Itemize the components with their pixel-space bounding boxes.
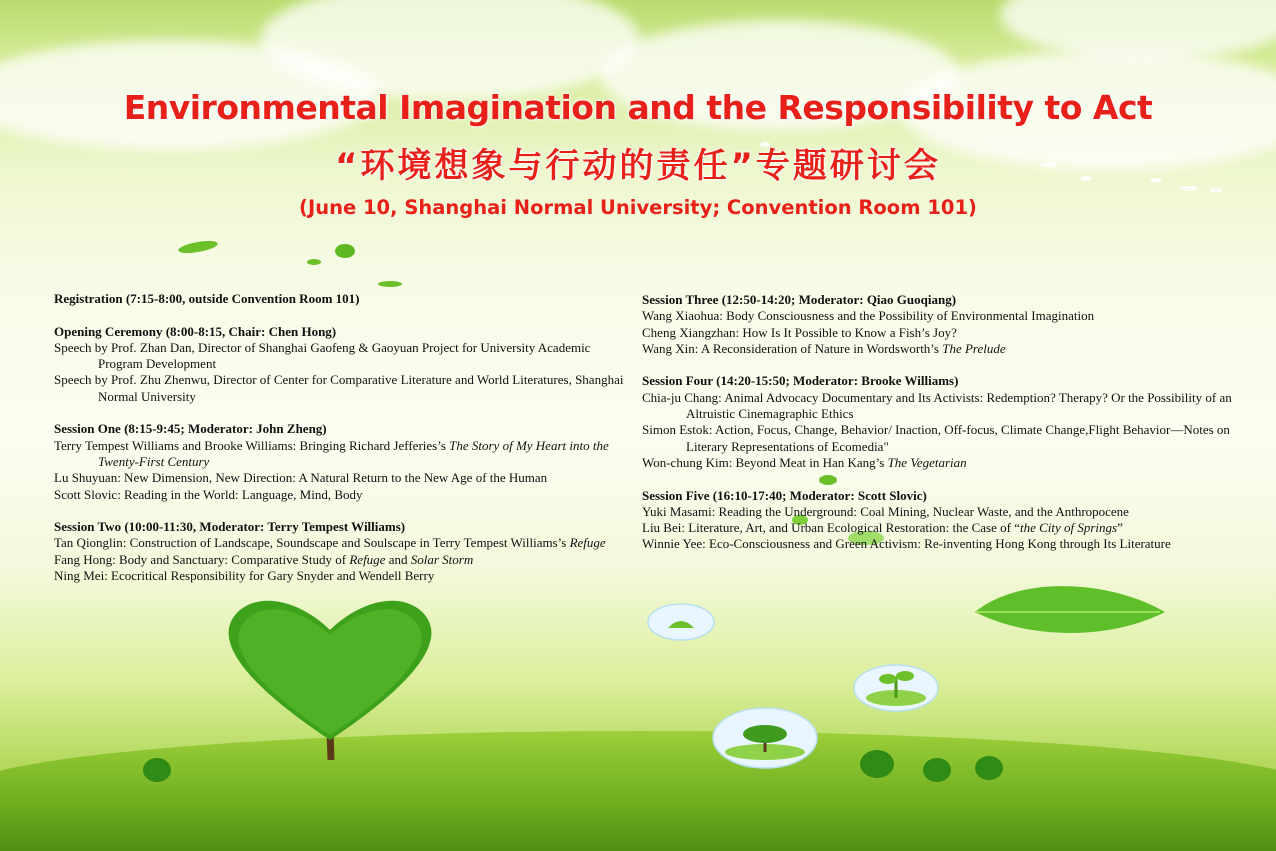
talk-entry: [642, 390, 1242, 423]
talk-text: Scott Slovic: Reading in the World: Language, Mind, Body: [54, 486, 363, 502]
talk-entry: [642, 455, 1242, 471]
session-heading: Session One (8:15-9:45; Moderator: John Zheng): [54, 421, 327, 437]
talk-text: Winnie Yee: Eco-Consciousness and Green Activism: Re-inventing Hong Kong through Its Literature: [642, 536, 1171, 552]
talk-entry: [642, 341, 1242, 357]
session-block: [54, 519, 624, 584]
talk-text: and: [385, 551, 411, 567]
talk-entry: [642, 520, 1242, 536]
talk-text: Fang Hong: Body and Sanctuary: Comparative Study of: [54, 551, 350, 567]
talk-text: ”: [1117, 520, 1123, 536]
session-heading: Opening Ceremony (8:00-8:15, Chair: Chen Hong): [54, 323, 337, 339]
talk-title-italic: The Vegetarian: [887, 454, 967, 470]
leaf-icon: [378, 281, 402, 287]
talk-title-italic: The Story of My Heart into the Twenty-First Century: [98, 437, 609, 469]
talk-entry: [54, 568, 624, 584]
talk-entry: [54, 552, 624, 568]
talk-text: Simon Estok: Action, Focus, Change, Behavior/ Inaction, Off-focus, Climate Change,Flight Behavior—Notes on Literary Representations of Ecomedia": [642, 422, 1230, 454]
talk-entry: [54, 535, 624, 551]
program-left-column: [54, 291, 624, 601]
talk-title-italic: the City of Springs: [1019, 520, 1118, 536]
talk-text: Speech by Prof. Zhu Zhenwu, Director of Center for Comparative Literature and World Literatures, Shanghai Normal University: [54, 372, 624, 404]
program-right-column: [642, 292, 1242, 569]
small-tree-icon: [923, 758, 951, 782]
small-tree-icon: [143, 758, 171, 782]
large-leaf-icon: [975, 586, 1165, 633]
talk-text: Ning Mei: Ecocritical Responsibility for Gary Snyder and Wendell Berry: [54, 568, 435, 584]
session-block: [642, 488, 1242, 553]
talk-entry: [54, 340, 624, 373]
heart-tree-icon: [229, 601, 432, 760]
session-block: [642, 292, 1242, 357]
event-date-venue: (June 10, Shanghai Normal University; Convention Room 101): [299, 196, 977, 219]
sprout-bubble-icon: [854, 665, 938, 711]
sprout-bubble-icon: [648, 604, 714, 640]
talk-entry: [54, 438, 624, 471]
leaf-icon: [177, 239, 218, 256]
talk-entry: [54, 372, 624, 405]
talk-entry: [642, 536, 1242, 552]
talk-entry: [54, 487, 624, 503]
session-heading: Session Two (10:00-11:30, Moderator: Terry Tempest Williams): [54, 519, 406, 535]
session-heading: Session Four (14:20-15:50; Moderator: Brooke Williams): [642, 373, 959, 389]
session-block: [54, 291, 624, 307]
session-heading: Session Five (16:10-17:40; Moderator: Scott Slovic): [642, 487, 927, 503]
talk-entry: [642, 422, 1242, 455]
leaf-icon: [335, 244, 355, 258]
session-block: [54, 324, 624, 405]
talk-text: Tan Qionglin: Construction of Landscape, Soundscape and Soulscape in Terry Tempest Williams’s: [54, 535, 570, 551]
session-block: [642, 373, 1242, 471]
title-chinese: “环境想象与行动的责任”专题研讨会: [335, 146, 941, 186]
leaf-icon: [307, 259, 321, 265]
talk-text: Won-chung Kim: Beyond Meat in Han Kang’s: [642, 454, 888, 470]
small-tree-icon: [975, 756, 1003, 780]
session-block: [54, 421, 624, 502]
title-english: Environmental Imagination and the Responsibility to Act: [123, 88, 1153, 127]
talk-text: Speech by Prof. Zhan Dan, Director of Shanghai Gaofeng & Gaoyuan Project for University Academic Program Development: [54, 339, 591, 372]
talk-text: Yuki Masami: Reading the Underground: Coal Mining, Nuclear Waste, and the Anthropocene: [642, 503, 1129, 519]
talk-title-italic: Refuge: [569, 535, 606, 551]
talk-text: Chia-ju Chang: Animal Advocacy Documentary and Its Activists: Redemption? Therapy? Or the Possibility of an Altruistic Cinemagraphic Ethics: [642, 389, 1232, 422]
tree-bubble-icon: [713, 708, 817, 768]
talk-text: Liu Bei: Literature, Art, and Urban Ecological Restoration: the Case of “: [642, 520, 1020, 536]
session-heading: Session Three (12:50-14:20; Moderator: Qiao Guoqiang): [642, 292, 957, 307]
small-tree-icon: [860, 750, 894, 778]
talk-entry: [642, 504, 1242, 520]
talk-entry: [642, 325, 1242, 341]
session-heading: Registration (7:15-8:00, outside Convention Room 101): [54, 291, 360, 306]
talk-text: Lu Shuyuan: New Dimension, New Direction: A Natural Return to the New Age of the Human: [54, 470, 548, 486]
talk-entry: [54, 470, 624, 486]
talk-entry: [642, 308, 1242, 324]
talk-text: Wang Xin: A Reconsideration of Nature in Wordsworth’s: [642, 340, 943, 356]
talk-title-italic: Solar Storm: [410, 551, 474, 567]
talk-text: Terry Tempest Williams and Brooke Williams: Bringing Richard Jefferies’s: [54, 437, 450, 453]
talk-title-italic: Refuge: [349, 551, 386, 567]
talk-text: Cheng Xiangzhan: How Is It Possible to Know a Fish’s Joy?: [642, 324, 957, 340]
talk-text: Wang Xiaohua: Body Consciousness and the Possibility of Environmental Imagination: [642, 308, 1095, 324]
talk-title-italic: The Prelude: [942, 340, 1006, 356]
